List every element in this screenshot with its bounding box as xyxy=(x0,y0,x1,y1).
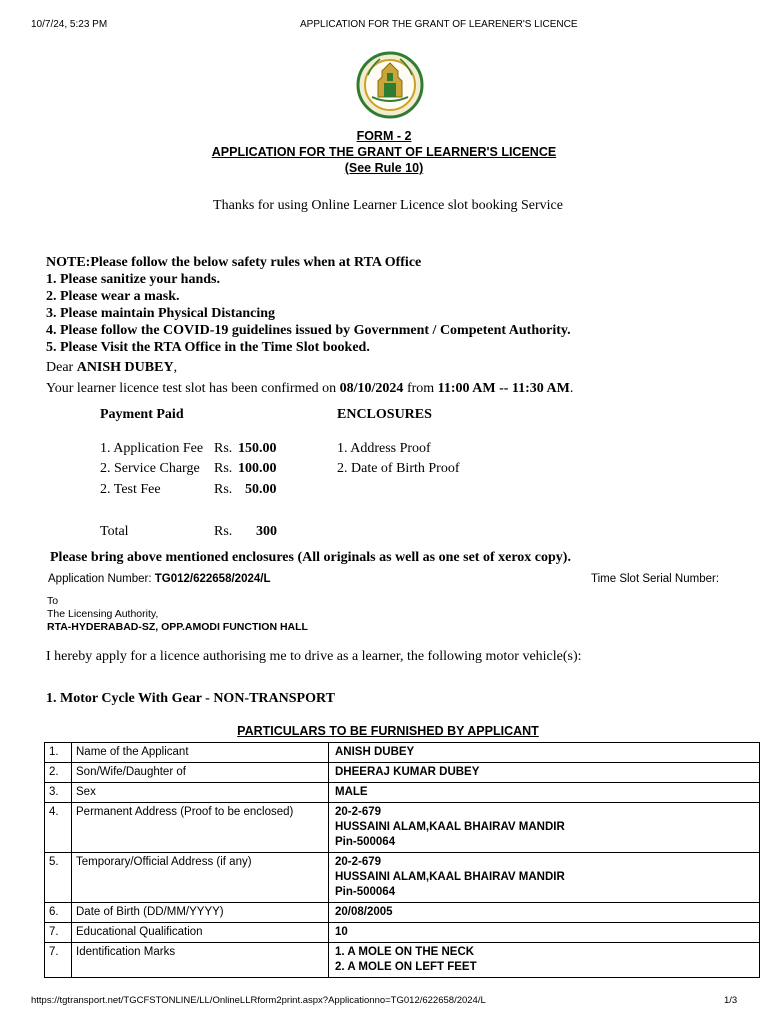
table-row: 7. Educational Qualification 10 xyxy=(45,923,760,943)
fee-label-application: 1. Application Fee xyxy=(100,441,204,456)
table-row: 2. Son/Wife/Daughter of DHEERAJ KUMAR DUBEY xyxy=(45,763,760,783)
note-rule-5: 5. Please Visit the RTA Office in the Time Slot booked. xyxy=(46,340,370,355)
application-statement: I hereby apply for a licence authorising me to drive as a learner, the following motor vehicle(s): xyxy=(46,649,582,664)
table-row: 4. Permanent Address (Proof to be enclosed) 20-2-679 HUSSAINI ALAM,KAAL BHAIRAV MANDIR Pin-500064 xyxy=(45,803,760,853)
time-slot-serial-label: Time Slot Serial Number: xyxy=(591,573,720,585)
particulars-table xyxy=(44,742,760,978)
value-relation: DHEERAJ KUMAR DUBEY xyxy=(329,763,760,783)
greeting-dear: Dear xyxy=(46,360,77,375)
value-permanent-address: 20-2-679 HUSSAINI ALAM,KAAL BHAIRAV MANDIR Pin-500064 xyxy=(329,803,760,853)
fee-amount-application: 150.00 xyxy=(238,441,277,456)
note-rule-3: 3. Please maintain Physical Distancing xyxy=(46,306,276,321)
value-date-of-birth: 20/08/2005 xyxy=(329,903,760,923)
enclosure-item-1: 1. Address Proof xyxy=(337,441,431,456)
value-sex: MALE xyxy=(329,783,760,803)
note-heading: NOTE:Please follow the below safety rules when at RTA Office xyxy=(46,255,422,270)
application-number-row: Application Number: TG012/622658/2024/L xyxy=(48,573,271,585)
greeting: Dear ANISH DUBEY, xyxy=(46,360,178,375)
print-header-title: APPLICATION FOR THE GRANT OF LEARENER'S LICENCE xyxy=(300,19,578,30)
fee-amount-service: 100.00 xyxy=(238,461,277,476)
note-rule-2: 2. Please wear a mask. xyxy=(46,289,180,304)
form-rule: (See Rule 10) xyxy=(344,161,424,175)
thanks-message: Thanks for using Online Learner Licence slot booking Service xyxy=(213,198,563,213)
form-number: FORM - 2 xyxy=(356,129,412,143)
print-footer-url: https://tgtransport.net/TGCFSTONLINE/LL/OnlineLLRform2print.aspx?Applicationno=TG012/622658/2024/L xyxy=(31,995,486,1006)
slot-date: 08/10/2024 xyxy=(339,381,404,396)
fee-label-test: 2. Test Fee xyxy=(100,482,161,497)
value-education: 10 xyxy=(329,923,760,943)
value-applicant-name: ANISH DUBEY xyxy=(329,743,760,763)
application-number: TG012/622658/2024/L xyxy=(154,573,271,585)
table-row: 6. Date of Birth (DD/MM/YYYY) 20/08/2005 xyxy=(45,903,760,923)
note-rule-4: 4. Please follow the COVID-19 guidelines issued by Government / Competent Authority. xyxy=(46,323,571,338)
total-label: Total xyxy=(100,524,129,539)
address-office: RTA-HYDERABAD-SZ, OPP.AMODI FUNCTION HALL xyxy=(47,621,308,633)
total-amount: 300 xyxy=(256,524,277,539)
slot-time: 11:00 AM -- 11:30 AM xyxy=(437,381,570,396)
note-rule-1: 1. Please sanitize your hands. xyxy=(46,272,220,287)
enclosures-heading: ENCLOSURES xyxy=(337,407,432,422)
payment-heading: Payment Paid xyxy=(100,407,184,422)
address-authority: The Licensing Authority, xyxy=(47,608,159,620)
particulars-heading: PARTICULARS TO BE FURNISHED BY APPLICANT xyxy=(237,724,539,738)
enclosure-item-2: 2. Date of Birth Proof xyxy=(337,461,460,476)
applicant-name: ANISH DUBEY xyxy=(76,360,174,375)
value-identification-marks: 1. A MOLE ON THE NECK 2. A MOLE ON LEFT FEET xyxy=(329,943,760,978)
address-to: To xyxy=(47,595,59,607)
print-datetime: 10/7/24, 5:23 PM xyxy=(31,19,108,30)
table-row: 5. Temporary/Official Address (if any) 20-2-679 HUSSAINI ALAM,KAAL BHAIRAV MANDIR Pin-500064 xyxy=(45,853,760,903)
enclosure-instruction: Please bring above mentioned enclosures (All originals as well as one set of xerox copy). xyxy=(50,550,571,565)
table-row: 3. Sex MALE xyxy=(45,783,760,803)
table-row: 7. Identification Marks 1. A MOLE ON THE NECK 2. A MOLE ON LEFT FEET xyxy=(45,943,760,978)
telangana-state-emblem-icon xyxy=(356,47,424,123)
value-temporary-address: 20-2-679 HUSSAINI ALAM,KAAL BHAIRAV MANDIR Pin-500064 xyxy=(329,853,760,903)
fee-amount-test: 50.00 xyxy=(245,482,277,497)
vehicle-class: 1. Motor Cycle With Gear - NON-TRANSPORT xyxy=(46,691,335,706)
table-row: 1. Name of the Applicant ANISH DUBEY xyxy=(45,743,760,763)
form-title: APPLICATION FOR THE GRANT OF LEARNER'S LICENCE xyxy=(211,145,557,159)
fee-label-service: 2. Service Charge xyxy=(100,461,200,476)
print-page-number: 1/3 xyxy=(724,995,738,1006)
slot-confirmation: Your learner licence test slot has been confirmed on 08/10/2024 from 11:00 AM -- 11:30 AM. xyxy=(46,381,574,396)
